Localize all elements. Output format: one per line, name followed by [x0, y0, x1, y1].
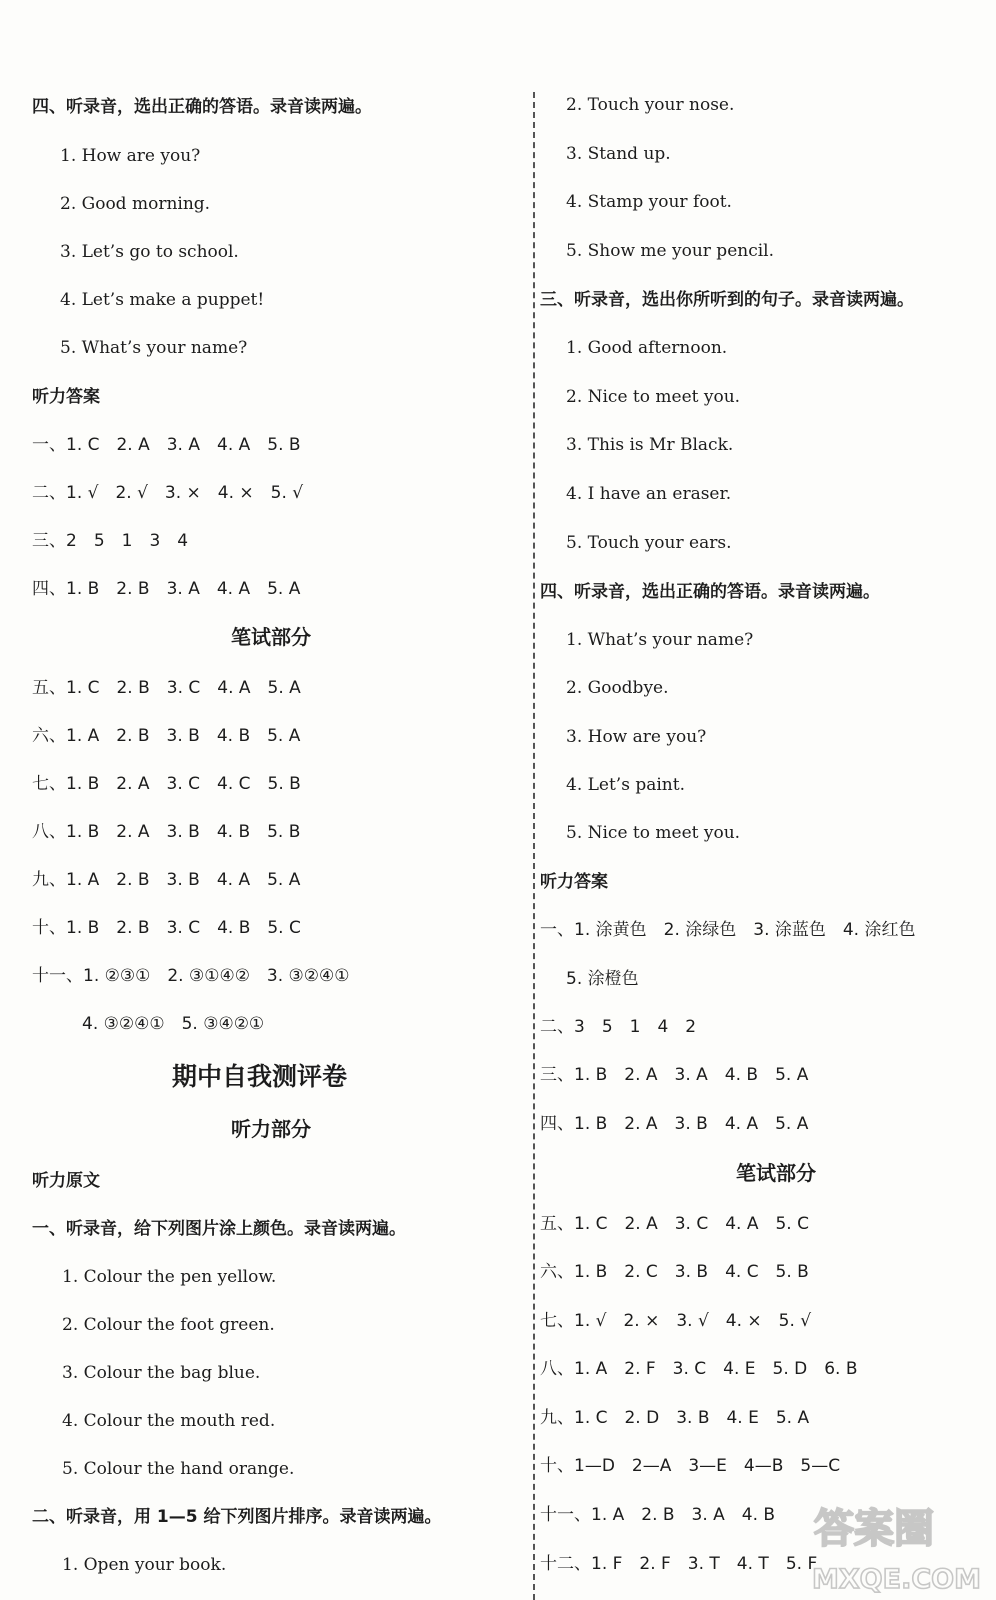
watermark-line1: 答案圈	[814, 1506, 934, 1552]
left-q1-title: 一、听录音，给下列图片涂上颜色。录音读两遍。	[32, 1219, 406, 1239]
right-q3-item: 3. This is Mr Black.	[566, 435, 734, 455]
right-q2-item: 5. Show me your pencil.	[566, 241, 775, 261]
right-q4-item: 1. What’s your name?	[566, 630, 754, 650]
right-answer-line: 四、1. B 2. A 3. B 4. A 5. A	[540, 1114, 809, 1134]
left-written-line: 九、1. A 2. B 3. B 4. A 5. A	[32, 870, 301, 890]
left-q2-item: 1. Open your book.	[62, 1555, 227, 1575]
right-q4-item: 4. Let’s paint.	[566, 775, 685, 795]
left-q4-title: 四、听录音，选出正确的答语。录音读两遍。	[32, 97, 372, 117]
right-q3-item: 1. Good afternoon.	[566, 338, 728, 358]
left-q4-item: 1. How are you?	[60, 146, 201, 166]
left-q1-item: 4. Colour the mouth red.	[62, 1411, 276, 1431]
left-written-line: 4. ③②④① 5. ③④②①	[82, 1014, 265, 1034]
left-q4-item: 3. Let’s go to school.	[60, 242, 239, 262]
right-written-title: 笔试部分	[736, 1161, 816, 1185]
column-divider	[533, 92, 535, 1600]
right-answer-line: 5. 涂橙色	[566, 969, 639, 989]
left-written-title: 笔试部分	[231, 625, 311, 649]
right-q3-item: 4. I have an eraser.	[566, 484, 732, 504]
right-q3-item: 2. Nice to meet you.	[566, 387, 741, 407]
left-q1-item: 1. Colour the pen yellow.	[62, 1267, 277, 1287]
right-answer-line: 三、1. B 2. A 3. A 4. B 5. A	[540, 1065, 809, 1085]
left-written-line: 六、1. A 2. B 3. B 4. B 5. A	[32, 726, 301, 746]
right-q4-item: 5. Nice to meet you.	[566, 823, 741, 843]
left-written-line: 五、1. C 2. B 3. C 4. A 5. A	[32, 678, 301, 698]
left-q4-item: 5. What’s your name?	[60, 338, 248, 358]
right-written-line: 七、1. √ 2. × 3. √ 4. × 5. √	[540, 1311, 812, 1331]
left-answer-line: 二、1. √ 2. √ 3. × 4. × 5. √	[32, 483, 304, 503]
right-answers-title: 听力答案	[540, 872, 608, 892]
left-answer-line: 一、1. C 2. A 3. A 4. A 5. B	[32, 435, 301, 455]
watermark-line2: MXQE.COM	[812, 1564, 981, 1595]
left-q4-item: 4. Let’s make a puppet!	[60, 290, 265, 310]
left-written-line: 十、1. B 2. B 3. C 4. B 5. C	[32, 918, 301, 938]
left-q2-title: 二、听录音，用 1—5 给下列图片排序。录音读两遍。	[32, 1507, 442, 1527]
right-q4-title: 四、听录音，选出正确的答语。录音读两遍。	[540, 582, 880, 602]
right-q3-title: 三、听录音，选出你所听到的句子。录音读两遍。	[540, 290, 914, 310]
left-written-line: 八、1. B 2. A 3. B 4. B 5. B	[32, 822, 301, 842]
right-answer-line: 一、1. 涂黄色 2. 涂绿色 3. 涂蓝色 4. 涂红色	[540, 920, 916, 940]
right-q2-item: 4. Stamp your foot.	[566, 192, 732, 212]
left-answers-title: 听力答案	[32, 387, 100, 407]
left-written-line: 七、1. B 2. A 3. C 4. C 5. B	[32, 774, 301, 794]
left-answer-line: 四、1. B 2. B 3. A 4. A 5. A	[32, 579, 301, 599]
transcript-title: 听力原文	[32, 1171, 100, 1191]
listening-section-title: 听力部分	[231, 1117, 311, 1141]
right-column	[536, 0, 996, 1600]
left-written-line: 十一、1. ②③① 2. ③①④② 3. ③②④①	[32, 966, 350, 986]
exam-title: 期中自我测评卷	[172, 1062, 348, 1091]
right-q2-item: 2. Touch your nose.	[566, 95, 735, 115]
right-q3-item: 5. Touch your ears.	[566, 533, 732, 553]
right-written-line: 八、1. A 2. F 3. C 4. E 5. D 6. B	[540, 1359, 858, 1379]
left-q1-item: 5. Colour the hand orange.	[62, 1459, 295, 1479]
right-q2-item: 3. Stand up.	[566, 144, 671, 164]
right-written-line: 五、1. C 2. A 3. C 4. A 5. C	[540, 1214, 809, 1234]
left-answer-line: 三、2 5 1 3 4	[32, 531, 189, 551]
left-q4-item: 2. Good morning.	[60, 194, 211, 214]
right-written-line: 十、1—D 2—A 3—E 4—B 5—C	[540, 1456, 841, 1476]
right-q4-item: 2. Goodbye.	[566, 678, 669, 698]
right-written-line: 六、1. B 2. C 3. B 4. C 5. B	[540, 1262, 809, 1282]
right-written-line: 十二、1. F 2. F 3. T 4. T 5. F	[540, 1554, 818, 1574]
right-written-line: 九、1. C 2. D 3. B 4. E 5. A	[540, 1408, 810, 1428]
right-written-line: 十一、1. A 2. B 3. A 4. B	[540, 1505, 776, 1525]
right-answer-line: 二、3 5 1 4 2	[540, 1017, 697, 1037]
left-q1-item: 3. Colour the bag blue.	[62, 1363, 261, 1383]
left-q1-item: 2. Colour the foot green.	[62, 1315, 275, 1335]
right-q4-item: 3. How are you?	[566, 727, 707, 747]
